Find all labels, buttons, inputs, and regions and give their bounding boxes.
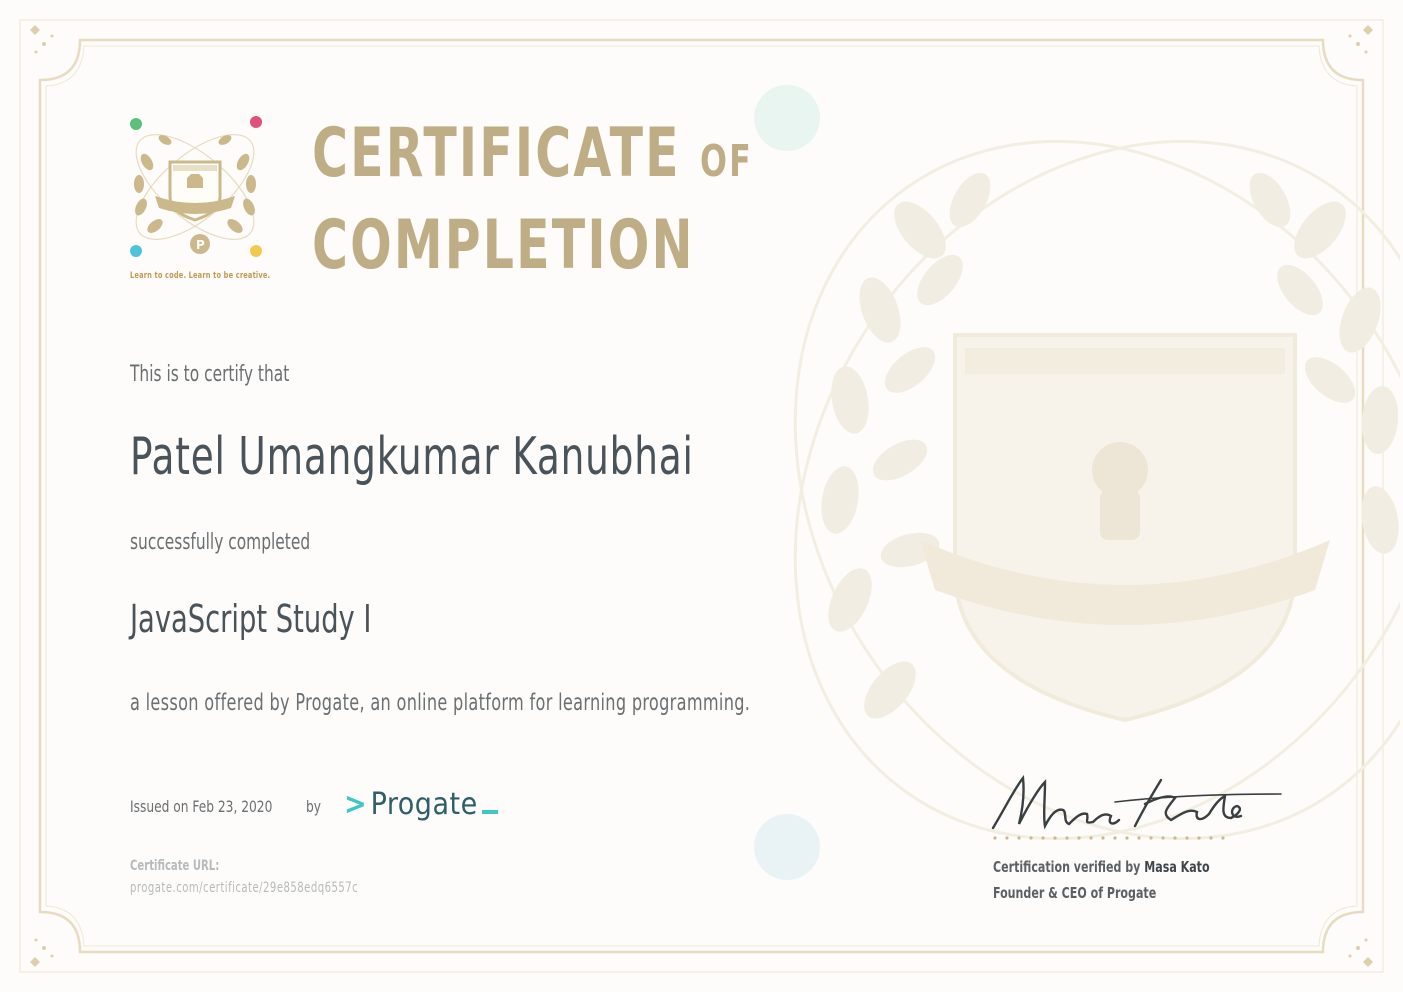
certificate-url-label: Certificate URL:: [130, 858, 220, 874]
certify-text: This is to certify that: [130, 362, 290, 387]
progate-wordmark: [344, 787, 498, 822]
certificate-title: [312, 112, 753, 288]
corner-ornament-icon: [30, 939, 54, 968]
corner-ornament-icon: [30, 25, 54, 54]
title-completion: COMPLETION: [312, 206, 695, 285]
offered-text: a lesson offered by Progate, an online platform for learning programming.: [130, 690, 751, 716]
corner-ornament-icon: [1349, 25, 1374, 54]
verified-by: [993, 858, 1210, 876]
progate-emblem-logo: [125, 112, 275, 270]
issued-by: by: [306, 797, 322, 816]
recipient-name: Patel Umangkumar Kanubhai: [130, 427, 694, 487]
verifier-name: Masa Kato: [1144, 858, 1210, 876]
issued-date: Issued on Feb 23, 2020: [130, 797, 273, 816]
verified-prefix: Certification verified by: [993, 858, 1145, 876]
cursor-icon: [482, 810, 498, 814]
founder-title: Founder & CEO of Progate: [993, 884, 1157, 902]
title-of: OF: [699, 136, 753, 187]
brand-name: Progate: [370, 787, 478, 822]
title-certificate: CERTIFICATE: [312, 114, 681, 193]
svg-text:P: P: [196, 238, 205, 252]
course-name: JavaScript Study I: [130, 597, 372, 641]
completed-text: successfully completed: [130, 530, 311, 555]
signature-icon: [985, 768, 1285, 844]
certificate-url[interactable]: progate.com/certificate/29e858edq6557c: [130, 880, 359, 896]
chevron-right-icon: >: [344, 787, 367, 822]
logo-tagline: Learn to code. Learn to be creative.: [130, 271, 271, 281]
